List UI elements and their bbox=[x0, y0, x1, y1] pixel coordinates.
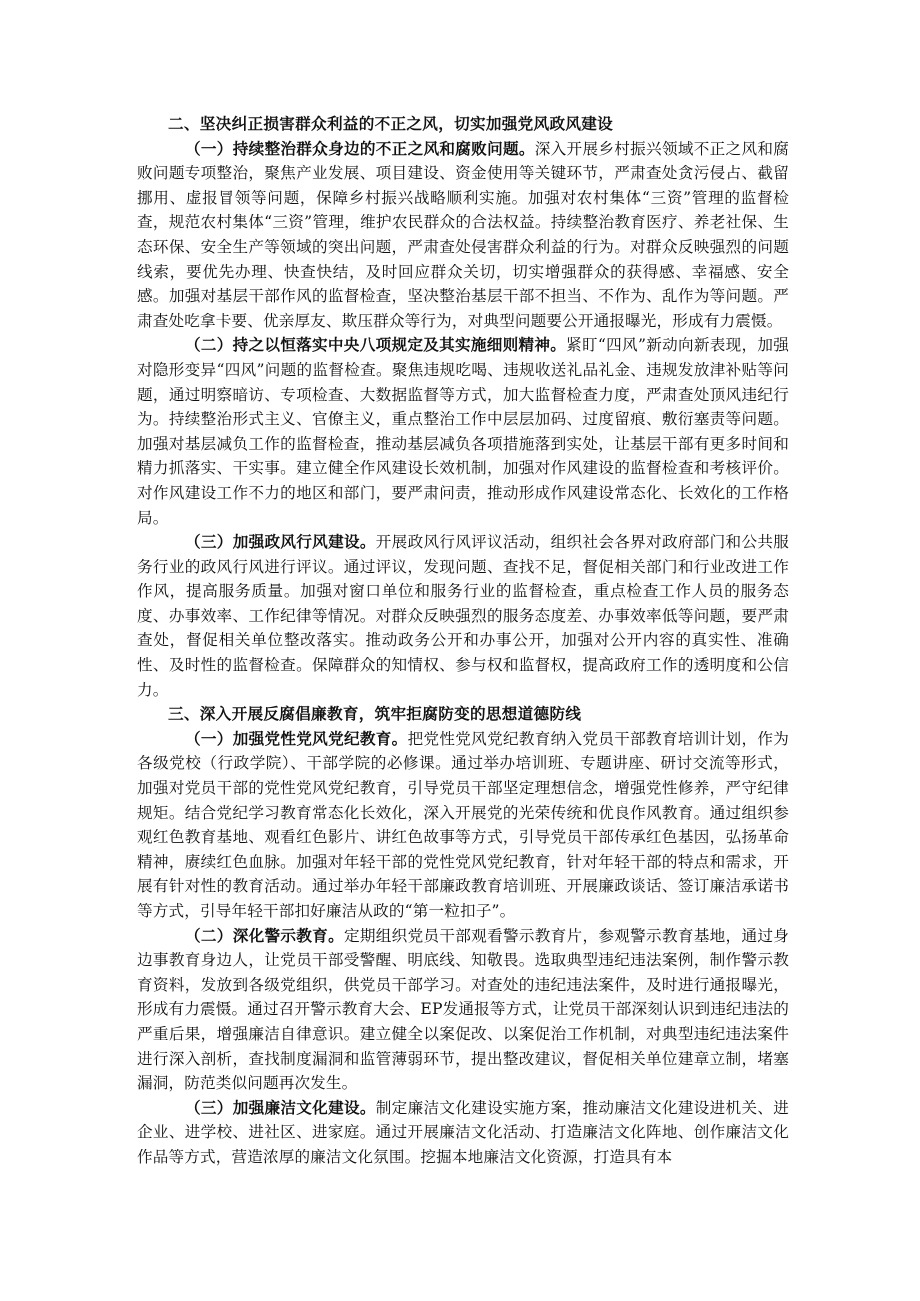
paragraph-lead: （二）深化警示教育。 bbox=[185, 925, 344, 945]
section-heading-3: 三、深入开展反腐倡廉教育，筑牢拒腐防变的思想道德防线 bbox=[168, 704, 582, 724]
paragraph-body: 定期组织党员干部观看警示教育片，参观警示教育基地，通过身边事教育身边人，让党员干部受警醒、明底线、知敬畏。选取典型违纪违法案例，制作警示教育资料，发放到各级党组织，供党员干部学习。对查处的违纪违法案件，及时进行通报曝光，形成有力震慑。通过召开警示教育大会、EP发通报等方式，让党员干部深刻认识到违纪违法的严重后果，增强廉洁自律意识。建立健全以案促改、以案促治工作机制，对典型违纪违法案件进行深入剖析，查找制度漏洞和监管薄弱环节，提出整改建议，督促相关单位建章立制，堵塞漏洞，防范类似问题再次发生。 bbox=[137, 926, 789, 1093]
paragraph-3-2 bbox=[137, 924, 789, 1096]
paragraph-3-3 bbox=[137, 1096, 789, 1170]
paragraph-lead: （一）加强党性党风党纪教育。 bbox=[185, 728, 408, 748]
paragraph-body: 紧盯“四风”新动向新表现，加强对隐形变异“四风”问题的监督检查。聚焦违规吃喝、违规收送礼品礼金、违规发放津补贴等问题，通过明察暗访、专项检查、大数据监督等方式，加大监督检查力度，严肃查处顶风违纪行为。持续整治形式主义、官僚主义，重点整治工作中层层加码、过度留痕、敷衍塞责等问题。加强对基层减负工作的监督检查，推动基层减负各项措施落到实处，让基层干部有更多时间和精力抓落实、干实事。建立健全作风建设长效机制，加强对作风建设的监督检查和考核评价。对作风建设工作不力的地区和部门，要严肃问责，推动形成作风建设常态化、长效化的工作格局。 bbox=[137, 336, 789, 527]
paragraph-lead: （三）加强廉洁文化建设。 bbox=[185, 1097, 376, 1117]
paragraph-2-2 bbox=[137, 333, 789, 530]
paragraph-body: 把党性党风党纪教育纳入党员干部教育培训计划，作为各级党校（行政学院）、干部学院的必修课。通过举办培训班、专题讲座、研讨交流等形式，加强对党员干部的党性党风党纪教育，引导党员干部坚定理想信念，增强党性修养，严守纪律规矩。结合党纪学习教育常态化长效化，深入开展党的光荣传统和优良作风教育。通过组织参观红色教育基地、观看红色影片、讲红色故事等方式，引导党员干部传承红色基因，弘扬革命精神，赓续红色血脉。加强对年轻干部的党性党风党纪教育，针对年轻干部的特点和需求，开展有针对性的教育活动。通过举办年轻干部廉政教育培训班、开展廉政谈话、签订廉洁承诺书等方式，引导年轻干部扣好廉洁从政的“第一粒扣子”。 bbox=[137, 729, 789, 920]
paragraph-body: 深入开展乡村振兴领域不正之风和腐败问题专项整治，聚焦产业发展、项目建设、资金使用等关键环节，严肃查处贪污侵占、截留挪用、虚报冒领等问题，保障乡村振兴战略顺利实施。加强对农村集体“三资”管理的监督检查，规范农村集体“三资”管理，维护农民群众的合法权益。持续整治教育医疗、养老社保、生态环保、安全生产等领域的突出问题，严肃查处侵害群众利益的行为。对群众反映强烈的问题线索，要优先办理、快查快结，及时回应群众关切，切实增强群众的获得感、幸福感、安全感。加强对基层干部作风的监督检查，坚决整治基层干部不担当、不作为、乱作为等问题。严肃查处吃拿卡要、优亲厚友、欺压群众等行为，对典型问题要公开通报曝光，形成有力震慑。 bbox=[137, 139, 789, 330]
paragraph-lead: （一）持续整治群众身边的不正之风和腐败问题。 bbox=[185, 138, 535, 158]
paragraph-3-1 bbox=[137, 727, 789, 924]
paragraph-2-3 bbox=[137, 530, 789, 702]
paragraph-2-1 bbox=[137, 137, 789, 334]
paragraph-body: 开展政风行风评议活动，组织社会各界对政府部门和公共服务行业的政风行风进行评议。通过评议，发现问题、查找不足，督促相关部门和行业改进工作作风，提高服务质量。加强对窗口单位和服务行业的监督检查，重点检查工作人员的服务态度、办事效率、工作纪律等情况。对群众反映强烈的服务态度差、办事效率低等问题，要严肃查处，督促相关单位整改落实。推动政务公开和办事公开，加强对公开内容的真实性、准确性、及时性的监督检查。保障群众的知情权、参与权和监督权，提高政府工作的透明度和公信力。 bbox=[137, 533, 789, 699]
paragraph-lead: （二）持之以恒落实中央八项规定及其实施细则精神。 bbox=[185, 335, 567, 355]
paragraph-body: 制定廉洁文化建设实施方案，推动廉洁文化建设进机关、进企业、进学校、进社区、进家庭。通过开展廉洁文化活动、打造廉洁文化阵地、创作廉洁文化作品等方式，营造浓厚的廉洁文化氛围。挖掘本地廉洁文化资源，打造具有本 bbox=[137, 1098, 789, 1166]
document-page bbox=[137, 112, 789, 1170]
paragraph-lead: （三）加强政风行风建设。 bbox=[185, 532, 376, 552]
section-heading-2: 二、坚决纠正损害群众利益的不正之风，切实加强党风政风建设 bbox=[168, 114, 614, 133]
